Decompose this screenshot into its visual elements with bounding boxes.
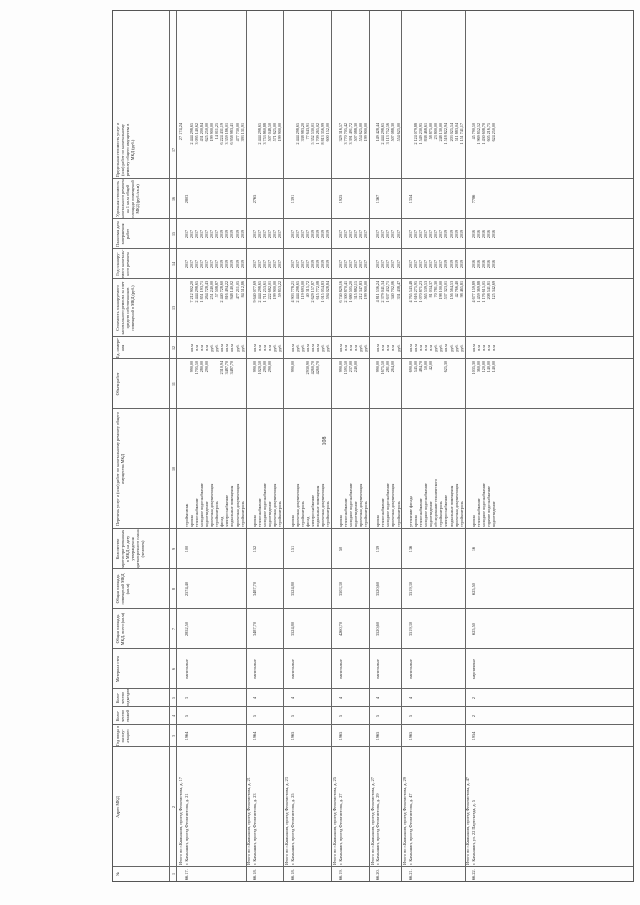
row-floors: 5 xyxy=(183,714,189,718)
row-limit-cost: 2 124 079,88 1 549 230,95 838 468,61 58 875,00 23 800,00 248 130,00 1 518 822,94 203 025,54 511 883,04 1 151 741,17 xyxy=(412,123,464,145)
column-line xyxy=(113,568,633,569)
row-works: кровля теплоснабжение холодное водоснабжение водоотведение проектная документация стройконтроль xyxy=(251,483,283,527)
column-number: 8 xyxy=(170,588,176,590)
row-year: 1965 xyxy=(375,731,381,741)
row-area-rooms: 3524,80 xyxy=(289,582,295,596)
row-limit-cost: 2 444 298,65 3 095 140,62 431 200,84 625 250,00 199 900,00 14 011,25 6 224 431,19 3 359 186,01 6 958 983,41 477 730,00 393 131,91 xyxy=(188,123,245,145)
row-number: 66.19. xyxy=(337,869,343,880)
header-material: Материал стен xyxy=(115,655,120,683)
row-volume: 990,00 1020,50 290,00 290,00 xyxy=(251,361,273,375)
row-area-rooms: 2574,40 xyxy=(183,582,189,596)
row-number: 66.18. xyxy=(251,869,257,880)
row-cost: 6 740 829,16 2 300 870,41 1 680 505,20 315 882,15 212 347,83 199 900,00 xyxy=(337,281,368,303)
row-repair-years: 2017 2017 2017 2017 2017 2017 xyxy=(251,259,283,269)
row-cost: 9 640 077,69 2 444 298,65 1 711 253,61 222 682,01 199 900,00 59 853,22 xyxy=(251,281,283,303)
row-limit-cost: 149 428,44 2 444 298,65 3 113 752,56 507 088,30 554 625,00 xyxy=(375,123,401,145)
row-residents: 16 xyxy=(471,546,476,552)
column-number: 15 xyxy=(170,232,176,236)
row-material: панельные xyxy=(289,659,295,679)
row-address: г. Камышин, проезд Феоктистова, д. 47 xyxy=(407,793,413,865)
total-row-label: Итого по г.Камышин, проезд Феоктистова, д. 21 xyxy=(246,777,252,865)
row-specific-cost: 1391 xyxy=(289,194,295,204)
row-works: кровля теплоснабжение холодное водоснабжение водоотведение проектная документация стройконтроль xyxy=(337,483,368,527)
row-volume: 990,00 1705,50 280,00 290,00 2310,94 3487,70 3487,70 xyxy=(188,361,235,375)
row-year: 1964 xyxy=(183,731,189,741)
total-row-label: Итого по г.Камышин, проезд Феоктистова, д. 25 xyxy=(331,777,337,865)
header-volume: Объем работ xyxy=(115,372,120,396)
row-area-total: 4260,70 xyxy=(337,622,343,636)
header-repair-year: Год планиру-емого капиталь-ного ремонта xyxy=(115,249,130,279)
row-floors: 5 xyxy=(375,714,381,718)
header-works: Перечень услуг и (или) работ по капитальному ремонту общего имущества МКД xyxy=(115,412,125,526)
header-limit-cost: Предельная стоимость услуг и (или) работ по капитальному ремонту общего имущества в МКД (руб.) xyxy=(115,122,135,178)
row-units: кв.м руб. руб. кв.м кв.м кв.м руб. руб. xyxy=(289,344,331,352)
row-residents: 152 xyxy=(251,545,257,553)
repair-plan-table xyxy=(112,10,634,882)
row-material: кирпичные xyxy=(471,658,476,680)
row-specific-cost: 1354 xyxy=(407,194,413,204)
row-area-total: 2852,50 xyxy=(183,622,189,636)
page-number: 108 xyxy=(322,436,328,446)
header-floors: Коли-чество этажей xyxy=(115,709,130,723)
row-residents: 50 xyxy=(337,546,343,552)
row-units: кв.м п.м п.м п.м руб. руб. xyxy=(337,344,368,352)
row-cost: 4 677 159,89 1 459 369,88 1 176 615,05 208 541,81 125 342,69 xyxy=(471,281,497,303)
header-residents: Количество зарегистри-рованных в МКД на дату утверждения краткосрочного плана (человек) xyxy=(115,529,145,569)
row-floors: 5 xyxy=(251,714,257,718)
row-specific-cost: 2803 xyxy=(183,194,189,204)
column-number: 17 xyxy=(170,148,176,152)
header-number: № xyxy=(115,872,120,876)
row-area-total: 3487,70 xyxy=(251,622,257,636)
total-row-label: Итого по г.Камышин, проезд Феоктистова, д. 29 xyxy=(402,777,408,865)
row-entrances: 2 xyxy=(471,696,476,700)
row-limit-cost: 45 790,50 1 969 852,52 1 430 608,70 605 216,75 624 250,00 xyxy=(471,123,497,145)
row-repair-years: 2017 2017 2017 2017 2017 2017 2017 2019 2019 2019 2019 2019 xyxy=(183,259,245,269)
row-area-rooms: 3519,30 xyxy=(407,582,413,596)
row-units: кв.м кв.м п.м п.м п.м руб. руб. кв.м руб. руб. руб. xyxy=(407,344,464,352)
row-material: панельные xyxy=(183,659,189,679)
row-volume: 1035,30 360,00 120,00 140,00 140,00 xyxy=(471,361,497,375)
column-number: 14 xyxy=(170,262,176,266)
row-residents: 136 xyxy=(407,545,413,553)
row-cost: 4 811 536,24 2 379 041,34 1 637 432,71 340 702,06 331 438,47 xyxy=(375,281,401,303)
header-entrances: Коли-чество подъездов xyxy=(115,689,130,707)
row-specific-cost: 1367 xyxy=(375,194,381,204)
row-year: 1954 xyxy=(471,731,476,741)
row-residents: 151 xyxy=(289,545,295,553)
column-number: 1 xyxy=(170,873,176,875)
header-cost: Стоимость планируемого капитального ремонта за счет средств собственников помещений в МКД (руб.) xyxy=(115,281,135,335)
row-units: кв.м п.м п.м п.м п.м xyxy=(471,344,497,352)
row-area-rooms: 625,50 xyxy=(471,583,476,595)
row-material: панельные xyxy=(407,659,413,679)
row-area-rooms: 3520,60 xyxy=(375,582,381,596)
row-material: панельные xyxy=(337,659,343,679)
column-line xyxy=(113,648,633,649)
column-number: 12 xyxy=(170,346,176,350)
row-area-total: 3524,80 xyxy=(289,622,295,636)
row-number: 66.20. xyxy=(375,869,381,880)
row-area-rooms: 3503,30 xyxy=(337,582,343,596)
header-area-rooms: Общая площадь помещений МКД (кв.м) xyxy=(115,573,130,605)
row-residents: 100 xyxy=(183,545,189,553)
row-floors: 5 xyxy=(407,714,413,718)
row-number: 66.22. xyxy=(471,869,476,880)
row-repair-years: 2017 2017 2017 2017 2017 2017 xyxy=(337,259,368,269)
total-row-label: Итого по г.Камышин, проезд Феоктистова, д. 17 xyxy=(178,777,183,865)
row-works: кровля теплоснабжение холодное водоснабжение горячее водоснабжение водоотведение xyxy=(471,483,497,527)
row-address: г. Камышин, проезд Феоктистова, д. 29 xyxy=(375,793,381,865)
row-area-total: 3520,60 xyxy=(375,622,381,636)
row-works: утепление фасада кровля теплоснабжение холодное водоснабжение водоотведение обследование технического стройконтроль электроснабжение подвальные помещения проектная документация стройконтроль xyxy=(407,478,464,527)
row-address: г. Камышин, проезд Феоктистова, д. 27 xyxy=(337,793,343,865)
column-line xyxy=(113,528,633,529)
row-number: 66.17. xyxy=(183,869,189,880)
total-row-label: Итого по г.Камышин, проезд Феоктистова, д. 47 xyxy=(465,777,471,865)
row-repair-years: 2017 2017 2017 2017 2017 2017 2017 2019 2019 2019 2019 xyxy=(407,259,464,269)
row-entrances: 4 xyxy=(407,696,413,700)
header-specific-cost: Удельная стоимость капитального ремонта на 1 кв.м общей площади помещений МКД (руб./кв.м) xyxy=(115,179,140,219)
row-end-years: 2017 2017 2017 2017 2017 2017 xyxy=(337,229,368,239)
row-specific-cost: 2765 xyxy=(251,194,257,204)
row-area-total: 625,50 xyxy=(471,623,476,635)
header-address: Адрес МКД xyxy=(115,796,120,818)
column-number: 6 xyxy=(170,668,176,670)
row-end-years: 2017 2017 2017 2017 2017 xyxy=(375,229,401,239)
row-floors: 5 xyxy=(289,714,295,718)
row-number: 66.18. xyxy=(289,869,295,880)
row-limit-cost: 2 444 298,65 338 983,20 77 643,91 5 352 530,01 1 709 265,02 8 813 356,99 600 152,00 xyxy=(294,123,331,145)
column-number: 7 xyxy=(170,628,176,630)
row-address: г. Камышин, проезд Феоктистова, д. 21 xyxy=(183,793,189,865)
row-repair-years: 2017 2017 2017 2017 2019 2019 2019 2019 xyxy=(289,259,331,269)
row-residents: 139 xyxy=(375,545,381,553)
row-units: кв.м п.м п.м п.м руб. руб. кв.м кв.м кв.м руб. руб. xyxy=(188,344,245,352)
row-end-years: 2017 2017 2017 2017 2017 2017 2017 2019 2019 2019 2019 xyxy=(407,229,464,239)
row-address: г. Камышин, проезд Феоктистова, д. 25 xyxy=(289,793,295,865)
row-end-years: 2017 2017 2017 2017 2019 2019 2019 2019 xyxy=(289,229,331,239)
row-units: кв.м п.м п.м п.м руб. руб. xyxy=(251,344,283,352)
row-year: 1965 xyxy=(337,731,343,741)
header-area-total: Общая площадь МКД, всего (кв.м) xyxy=(115,612,125,646)
column-number: 11 xyxy=(170,382,176,386)
row-specific-cost: 7786 xyxy=(471,194,476,204)
column-line xyxy=(113,866,633,867)
column-number: 4 xyxy=(170,715,176,717)
header-end-date: Плановая дата завершения работ xyxy=(115,221,130,247)
row-end-years: 2016 2016 2016 2016 2016 xyxy=(471,229,497,239)
row-area-rooms: 3487,70 xyxy=(251,582,257,596)
column-number: 13 xyxy=(170,306,176,310)
column-number: 5 xyxy=(170,697,176,699)
row-volume: 690,00 545,00 484,70 50,00 42,00 625,30 xyxy=(407,361,449,373)
row-year: 1964 xyxy=(251,731,257,741)
row-address: г. Камышин, проезд Феоктистова, д. 23 xyxy=(251,793,257,865)
row-entrances: 3 xyxy=(183,696,189,700)
row-specific-cost: 1925 xyxy=(337,194,343,204)
column-line xyxy=(113,608,633,609)
row-works: кровля проектная документация стройконтроль фасад электроснабжение подвальные помещения проектная документация стройконтроль xyxy=(289,483,331,527)
row-area-total: 3519,30 xyxy=(407,622,413,636)
row-year: 1965 xyxy=(407,731,413,741)
row-entrances: 4 xyxy=(289,696,295,700)
row-works: строймонтаж кровля теплоснабжение холодное водоснабжение водоотведение проектная документация стройконтроль фасад электроснабжение подвальные помещения проектная документация стройконтроль xyxy=(183,483,245,527)
row-end-years: 2017 2017 2017 2017 2017 2017 xyxy=(251,229,283,239)
row-limit-cost: 2 444 298,65 3 753 860,88 507 048,50 571 625,00 199 900,00 xyxy=(256,123,283,145)
column-number: 9 xyxy=(170,548,176,550)
row-cost: 4 903 778,21 2 444 298,65 119 693,00 40 315,72 2 629 157,87 615 772,08 1 015 054,83 594 028,84 xyxy=(289,281,331,303)
total-row-label: Итого по г.Камышин, проезд Феоктистова, д. 27 xyxy=(369,777,375,865)
row-entrances: 4 xyxy=(251,696,257,700)
row-number: 66.21. xyxy=(407,869,413,880)
column-number: 2 xyxy=(170,806,176,808)
row-repair-years: 2017 2017 2017 2017 2017 xyxy=(375,259,401,269)
column-number: 10 xyxy=(170,467,176,471)
row-units: кв.м п.м п.м п.м руб. xyxy=(375,344,401,352)
total-row-sum: 27 174,24 xyxy=(178,123,183,141)
row-material: панельные xyxy=(375,659,381,679)
column-number: 16 xyxy=(170,197,176,201)
row-repair-years: 2016 2016 2016 2016 2016 xyxy=(471,259,497,269)
row-floors: 5 xyxy=(337,714,343,718)
row-material: панельные xyxy=(251,659,257,679)
column-number: 3 xyxy=(170,735,176,737)
total-row-label: Итого по г.Камышин, проезд Феоктистова, д. 23 xyxy=(284,777,289,865)
rotated-table-wrapper xyxy=(112,12,632,882)
row-volume: 990,00 2930,90 4260,70 4260,70 xyxy=(289,361,321,375)
row-entrances: 4 xyxy=(337,696,343,700)
row-works: кровля теплоснабжение холодное водоснабжение проектная документация стройконтроль xyxy=(375,483,401,527)
header-units: Ед. измере-ния xyxy=(115,337,125,359)
row-volume: 990,00 1595,50 237,00 240,00 xyxy=(337,361,358,375)
column-number-divider xyxy=(176,11,177,881)
row-address: г. Камышин, ул. 22 Партсъезда, д. 5 xyxy=(471,800,476,865)
row-year: 1965 xyxy=(289,731,295,741)
row-end-years: 2017 2017 2017 2017 2017 2017 2017 2019 2019 2019 2019 2019 xyxy=(183,229,245,239)
row-cost: 4 765 543,48 1 616 275,95 1 070 871,23 565 539,53 81 034,37 70 781,30 198 100,00 537 323,01 156 564,53 42 766,40 98 465,81 xyxy=(407,281,464,303)
header-year: Год ввода в эксплу-атацию xyxy=(115,725,130,747)
row-volume: 990,00 1675,50 281,00 264,00 xyxy=(375,361,396,375)
row-cost: 7 212 902,20 2 444 298,65 1 851 193,71 264 728,43 251 240,00 57 508,87 2 440 728,60 816 494,22 948 140,02 477 211,05 84 512,86 xyxy=(188,281,245,303)
row-floors: 2 xyxy=(471,714,476,718)
row-entrances: 4 xyxy=(375,696,381,700)
row-limit-cost: 329 316,57 3 770 705,42 3 391 491,72 507 088,30 554 625,00 199 900,00 xyxy=(337,123,368,145)
